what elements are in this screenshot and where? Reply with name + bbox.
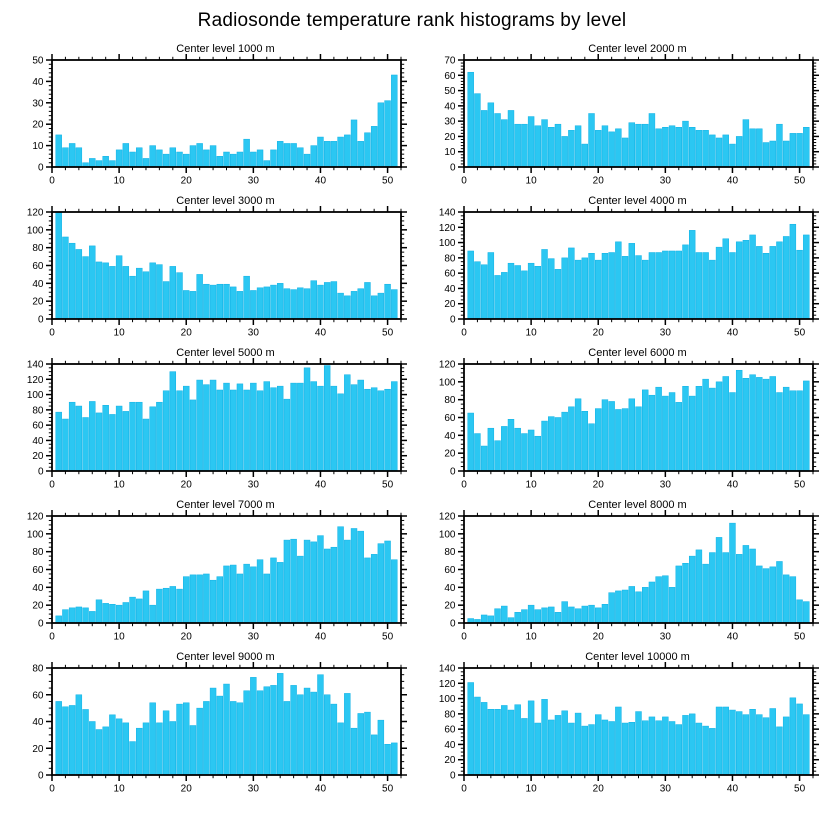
svg-text:0: 0 bbox=[461, 175, 467, 187]
svg-text:40: 40 bbox=[444, 430, 456, 442]
svg-text:60: 60 bbox=[444, 70, 456, 82]
svg-text:0: 0 bbox=[449, 466, 456, 478]
svg-text:10: 10 bbox=[525, 631, 537, 643]
svg-text:120: 120 bbox=[26, 207, 44, 219]
svg-text:20: 20 bbox=[180, 327, 192, 339]
svg-text:20: 20 bbox=[592, 327, 604, 339]
svg-text:40: 40 bbox=[32, 582, 44, 594]
svg-text:0: 0 bbox=[37, 618, 44, 630]
svg-text:10: 10 bbox=[525, 479, 537, 491]
svg-text:40: 40 bbox=[314, 175, 327, 187]
svg-text:60: 60 bbox=[444, 565, 456, 576]
figure-title: Radiosonde temperature rank histograms by level bbox=[197, 10, 627, 31]
svg-text:0: 0 bbox=[37, 162, 44, 174]
svg-text:30: 30 bbox=[659, 327, 671, 339]
svg-text:10: 10 bbox=[525, 175, 537, 187]
svg-text:10: 10 bbox=[32, 141, 44, 153]
svg-text:30: 30 bbox=[659, 631, 671, 643]
histogram-1000m bbox=[0, 40, 412, 192]
panel-10000m bbox=[412, 648, 824, 800]
panel-title-9000m: Center level 9000 m bbox=[176, 651, 275, 663]
svg-text:30: 30 bbox=[659, 175, 671, 187]
svg-text:0: 0 bbox=[449, 314, 456, 326]
svg-text:50: 50 bbox=[794, 631, 806, 643]
histogram-8000m bbox=[412, 496, 824, 648]
svg-text:40: 40 bbox=[314, 783, 327, 795]
svg-text:50: 50 bbox=[32, 55, 44, 67]
svg-text:30: 30 bbox=[32, 98, 44, 110]
svg-text:20: 20 bbox=[180, 783, 192, 795]
svg-text:100: 100 bbox=[438, 694, 456, 706]
svg-text:60: 60 bbox=[444, 413, 456, 424]
svg-text:0: 0 bbox=[449, 618, 456, 630]
svg-text:60: 60 bbox=[32, 690, 44, 702]
svg-text:50: 50 bbox=[382, 327, 394, 339]
svg-text:20: 20 bbox=[180, 175, 192, 187]
svg-text:60: 60 bbox=[32, 261, 44, 272]
svg-text:30: 30 bbox=[247, 479, 259, 491]
svg-text:140: 140 bbox=[438, 207, 456, 219]
svg-text:100: 100 bbox=[438, 377, 456, 389]
svg-text:40: 40 bbox=[444, 283, 456, 295]
histogram-10000m bbox=[412, 648, 824, 800]
panel-title-10000m: Center level 10000 m bbox=[585, 651, 690, 663]
svg-text:0: 0 bbox=[37, 770, 44, 782]
svg-text:0: 0 bbox=[449, 770, 456, 782]
svg-text:0: 0 bbox=[37, 314, 44, 326]
histogram-6000m bbox=[412, 344, 824, 496]
svg-text:40: 40 bbox=[314, 327, 327, 339]
svg-text:120: 120 bbox=[438, 678, 456, 690]
svg-text:30: 30 bbox=[247, 175, 259, 187]
svg-text:80: 80 bbox=[32, 547, 44, 559]
svg-text:0: 0 bbox=[461, 631, 467, 643]
svg-text:10: 10 bbox=[444, 147, 456, 159]
svg-text:0: 0 bbox=[49, 175, 55, 187]
svg-text:20: 20 bbox=[32, 119, 44, 131]
svg-text:60: 60 bbox=[32, 565, 44, 576]
svg-text:20: 20 bbox=[32, 451, 44, 463]
panel-3000m bbox=[0, 192, 412, 344]
svg-text:50: 50 bbox=[794, 479, 806, 491]
svg-text:40: 40 bbox=[726, 783, 739, 795]
svg-text:0: 0 bbox=[49, 783, 55, 795]
panel-title-6000m: Center level 6000 m bbox=[588, 347, 687, 359]
panel-title-1000m: Center level 1000 m bbox=[176, 43, 275, 55]
svg-text:30: 30 bbox=[247, 783, 259, 795]
svg-text:0: 0 bbox=[449, 162, 456, 174]
svg-text:20: 20 bbox=[444, 448, 456, 460]
panel-title-3000m: Center level 3000 m bbox=[176, 195, 275, 207]
svg-text:60: 60 bbox=[32, 420, 44, 432]
histogram-grid bbox=[0, 40, 824, 800]
svg-text:40: 40 bbox=[32, 435, 44, 447]
svg-text:10: 10 bbox=[113, 327, 125, 339]
svg-text:30: 30 bbox=[444, 116, 456, 128]
svg-text:80: 80 bbox=[32, 405, 44, 417]
svg-text:50: 50 bbox=[794, 327, 806, 339]
svg-text:120: 120 bbox=[438, 359, 456, 371]
svg-text:80: 80 bbox=[32, 243, 44, 255]
svg-text:100: 100 bbox=[26, 390, 44, 402]
svg-text:10: 10 bbox=[525, 783, 537, 795]
svg-text:20: 20 bbox=[444, 299, 456, 311]
svg-text:40: 40 bbox=[444, 739, 456, 751]
svg-text:20: 20 bbox=[592, 783, 604, 795]
svg-text:0: 0 bbox=[49, 327, 55, 339]
svg-text:20: 20 bbox=[32, 296, 44, 308]
panel-title-8000m: Center level 8000 m bbox=[588, 499, 687, 511]
svg-text:0: 0 bbox=[461, 783, 467, 795]
panel-8000m bbox=[412, 496, 824, 648]
svg-text:30: 30 bbox=[247, 631, 259, 643]
panel-6000m bbox=[412, 344, 824, 496]
svg-text:100: 100 bbox=[26, 225, 44, 237]
svg-text:20: 20 bbox=[592, 479, 604, 491]
svg-text:40: 40 bbox=[32, 76, 44, 88]
svg-text:50: 50 bbox=[794, 783, 806, 795]
svg-text:20: 20 bbox=[444, 600, 456, 612]
svg-text:60: 60 bbox=[444, 724, 456, 736]
svg-text:40: 40 bbox=[726, 479, 739, 491]
panel-4000m bbox=[412, 192, 824, 344]
svg-text:0: 0 bbox=[461, 479, 467, 491]
svg-text:20: 20 bbox=[180, 479, 192, 491]
svg-text:140: 140 bbox=[438, 663, 456, 675]
panel-title-5000m: Center level 5000 m bbox=[176, 347, 275, 359]
svg-text:120: 120 bbox=[26, 374, 44, 386]
svg-text:40: 40 bbox=[726, 327, 739, 339]
panel-title-7000m: Center level 7000 m bbox=[176, 499, 275, 511]
svg-text:100: 100 bbox=[438, 529, 456, 541]
svg-text:40: 40 bbox=[444, 101, 456, 113]
svg-text:10: 10 bbox=[113, 175, 125, 187]
svg-text:20: 20 bbox=[444, 755, 456, 767]
histogram-5000m bbox=[0, 344, 412, 496]
svg-text:70: 70 bbox=[444, 55, 456, 67]
svg-text:50: 50 bbox=[382, 479, 394, 491]
svg-text:50: 50 bbox=[444, 86, 456, 98]
histogram-4000m bbox=[412, 192, 824, 344]
svg-text:100: 100 bbox=[438, 238, 456, 250]
histogram-9000m bbox=[0, 648, 412, 800]
svg-text:80: 80 bbox=[444, 547, 456, 559]
svg-text:40: 40 bbox=[444, 582, 456, 594]
svg-text:120: 120 bbox=[438, 511, 456, 523]
svg-text:10: 10 bbox=[113, 783, 125, 795]
svg-text:20: 20 bbox=[444, 131, 456, 143]
svg-text:30: 30 bbox=[247, 327, 259, 339]
svg-text:50: 50 bbox=[382, 631, 394, 643]
svg-text:20: 20 bbox=[592, 175, 604, 187]
svg-text:120: 120 bbox=[26, 511, 44, 523]
svg-text:40: 40 bbox=[32, 717, 44, 728]
svg-text:10: 10 bbox=[113, 631, 125, 643]
svg-text:0: 0 bbox=[49, 479, 55, 491]
panel-title-4000m: Center level 4000 m bbox=[588, 195, 687, 207]
svg-text:50: 50 bbox=[382, 175, 394, 187]
panel-1000m bbox=[0, 40, 412, 192]
panel-title-2000m: Center level 2000 m bbox=[588, 43, 687, 55]
panel-7000m bbox=[0, 496, 412, 648]
svg-text:20: 20 bbox=[180, 631, 192, 643]
svg-text:80: 80 bbox=[444, 253, 456, 265]
svg-text:0: 0 bbox=[49, 631, 55, 643]
panel-2000m bbox=[412, 40, 824, 192]
svg-text:10: 10 bbox=[525, 327, 537, 339]
svg-text:0: 0 bbox=[461, 327, 467, 339]
svg-text:40: 40 bbox=[314, 479, 327, 491]
histogram-7000m bbox=[0, 496, 412, 648]
svg-text:50: 50 bbox=[382, 783, 394, 795]
svg-text:60: 60 bbox=[444, 268, 456, 280]
histogram-2000m bbox=[412, 40, 824, 192]
svg-text:80: 80 bbox=[32, 663, 44, 675]
svg-text:30: 30 bbox=[659, 479, 671, 491]
svg-text:40: 40 bbox=[726, 631, 739, 643]
svg-text:20: 20 bbox=[32, 743, 44, 755]
svg-text:80: 80 bbox=[444, 395, 456, 407]
svg-text:30: 30 bbox=[659, 783, 671, 795]
panel-9000m bbox=[0, 648, 412, 800]
svg-text:50: 50 bbox=[794, 175, 806, 187]
svg-text:140: 140 bbox=[26, 359, 44, 371]
svg-text:40: 40 bbox=[314, 631, 327, 643]
svg-text:10: 10 bbox=[113, 479, 125, 491]
svg-text:40: 40 bbox=[32, 278, 44, 290]
svg-text:80: 80 bbox=[444, 709, 456, 721]
svg-text:20: 20 bbox=[592, 631, 604, 643]
svg-text:100: 100 bbox=[26, 529, 44, 541]
panel-5000m bbox=[0, 344, 412, 496]
svg-text:20: 20 bbox=[32, 600, 44, 612]
svg-text:0: 0 bbox=[37, 466, 44, 478]
svg-text:40: 40 bbox=[726, 175, 739, 187]
svg-text:120: 120 bbox=[438, 222, 456, 234]
histogram-3000m bbox=[0, 192, 412, 344]
